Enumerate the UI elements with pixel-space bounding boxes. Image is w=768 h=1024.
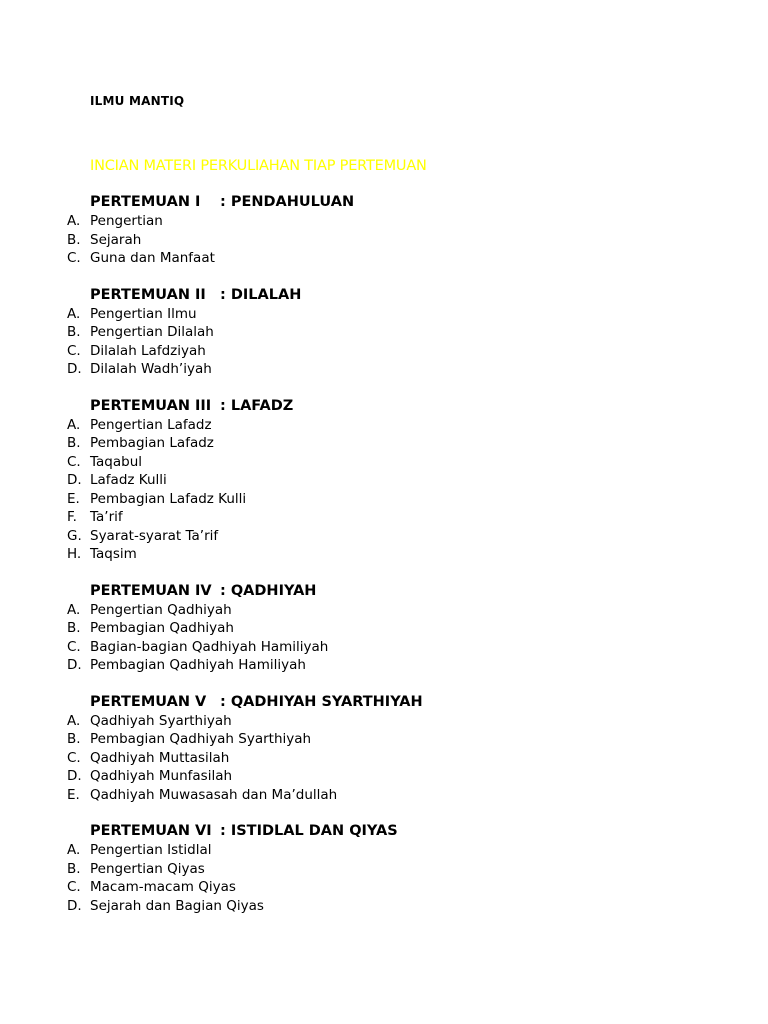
meeting-section bbox=[0, 398, 768, 565]
section-heading bbox=[0, 398, 768, 417]
meeting-section bbox=[0, 287, 768, 380]
list-item bbox=[0, 232, 768, 251]
section-heading bbox=[0, 583, 768, 602]
list-item-text: Ta’rif bbox=[90, 509, 123, 525]
list-item-text: Pembagian Qadhiyah bbox=[90, 620, 234, 636]
meeting-topic: : DILALAH bbox=[220, 286, 302, 303]
list-item-text: Dilalah Lafdziyah bbox=[90, 342, 206, 359]
list-item-text: Macam-macam Qiyas bbox=[90, 879, 236, 895]
list-item bbox=[0, 435, 768, 454]
list-item-text: Sejarah dan Bagian Qiyas bbox=[90, 897, 264, 914]
list-item-letter: A. bbox=[67, 601, 81, 618]
list-item bbox=[0, 213, 768, 232]
list-item bbox=[0, 417, 768, 436]
meeting-section bbox=[0, 694, 768, 806]
list-item-letter: C. bbox=[67, 342, 81, 359]
section-heading bbox=[0, 694, 768, 713]
list-item-text: Pengertian Ilmu bbox=[90, 305, 197, 322]
list-item-letter: A. bbox=[67, 416, 81, 433]
list-item-text: Pengertian Lafadz bbox=[90, 416, 212, 433]
list-item-text: Pengertian Istidlal bbox=[90, 842, 212, 858]
list-item bbox=[0, 750, 768, 769]
list-item-text: Pengertian Qadhiyah bbox=[90, 601, 232, 618]
meeting-topic: : QADHIYAH bbox=[220, 582, 317, 599]
list-item bbox=[0, 491, 768, 510]
list-item-letter: H. bbox=[67, 546, 82, 562]
list-item-letter: B. bbox=[67, 860, 81, 877]
list-item-letter: C. bbox=[67, 638, 81, 655]
section-heading bbox=[0, 287, 768, 306]
list-item-letter: A. bbox=[67, 842, 81, 858]
list-item-text: Taqsim bbox=[90, 546, 137, 562]
list-item bbox=[0, 842, 768, 861]
meeting-section bbox=[0, 823, 768, 916]
list-item-letter: D. bbox=[67, 472, 82, 488]
meeting-sections bbox=[0, 194, 768, 934]
list-item-letter: D. bbox=[67, 657, 82, 673]
list-item-text: Sejarah bbox=[90, 231, 142, 248]
list-item-letter: C. bbox=[67, 749, 81, 766]
list-item bbox=[0, 509, 768, 528]
meeting-label: PERTEMUAN IV bbox=[90, 582, 212, 599]
list-item bbox=[0, 528, 768, 547]
list-item-text: Qadhiyah Muttasilah bbox=[90, 749, 230, 766]
list-item bbox=[0, 657, 768, 676]
list-item-letter: B. bbox=[67, 620, 81, 636]
list-item-letter: D. bbox=[67, 361, 82, 377]
list-item bbox=[0, 361, 768, 380]
list-item-text: Pembagian Qadhiyah Hamiliyah bbox=[90, 657, 306, 673]
list-item bbox=[0, 898, 768, 917]
meeting-label: PERTEMUAN I bbox=[90, 194, 201, 210]
list-item bbox=[0, 343, 768, 362]
list-item-text: Guna dan Manfaat bbox=[90, 250, 215, 266]
list-item-letter: E. bbox=[67, 786, 80, 803]
list-item-letter: C. bbox=[67, 879, 81, 895]
list-item bbox=[0, 250, 768, 269]
list-item bbox=[0, 454, 768, 473]
list-item-letter: D. bbox=[67, 897, 82, 914]
list-item-text: Pengertian Qiyas bbox=[90, 860, 205, 877]
list-item-letter: D. bbox=[67, 768, 82, 784]
meeting-section bbox=[0, 583, 768, 676]
list-item bbox=[0, 768, 768, 787]
list-item-text: Pembagian Qadhiyah Syarthiyah bbox=[90, 731, 312, 747]
list-item bbox=[0, 324, 768, 343]
document-title: ILMU MANTIQ bbox=[90, 94, 185, 108]
list-item-letter: B. bbox=[67, 435, 81, 451]
list-item-letter: C. bbox=[67, 250, 81, 266]
section-heading bbox=[0, 194, 768, 213]
list-item-letter: A. bbox=[67, 712, 81, 729]
meeting-label: PERTEMUAN VI bbox=[90, 823, 212, 839]
list-item-letter: C. bbox=[67, 453, 81, 470]
list-item-letter: E. bbox=[67, 490, 80, 507]
list-item-text: Qadhiyah Syarthiyah bbox=[90, 712, 232, 729]
list-item bbox=[0, 879, 768, 898]
meeting-topic: : LAFADZ bbox=[220, 397, 294, 414]
meeting-section bbox=[0, 194, 768, 269]
list-item bbox=[0, 861, 768, 880]
list-item-letter: F. bbox=[67, 509, 77, 525]
list-item-text: Syarat-syarat Ta’rif bbox=[90, 527, 219, 544]
meeting-topic: : QADHIYAH SYARTHIYAH bbox=[220, 693, 423, 710]
section-heading bbox=[0, 823, 768, 842]
list-item bbox=[0, 731, 768, 750]
list-item-text: Bagian-bagian Qadhiyah Hamiliyah bbox=[90, 638, 329, 655]
list-item bbox=[0, 713, 768, 732]
list-item-letter: A. bbox=[67, 213, 81, 229]
list-item-text: Dilalah Wadh’iyah bbox=[90, 361, 212, 377]
meeting-label: PERTEMUAN III bbox=[90, 397, 212, 414]
list-item bbox=[0, 306, 768, 325]
list-item bbox=[0, 472, 768, 491]
list-item-text: Qadhiyah Muwasasah dan Ma’dullah bbox=[90, 786, 338, 803]
list-item bbox=[0, 639, 768, 658]
list-item bbox=[0, 787, 768, 806]
list-item-letter: A. bbox=[67, 305, 81, 322]
list-item-text: Pengertian Dilalah bbox=[90, 324, 214, 340]
meeting-topic: : PENDAHULUAN bbox=[220, 194, 355, 210]
list-item-letter: G. bbox=[67, 527, 82, 544]
list-item-text: Pembagian Lafadz Kulli bbox=[90, 490, 247, 507]
list-item-text: Pengertian bbox=[90, 213, 163, 229]
list-item bbox=[0, 620, 768, 639]
meeting-topic: : ISTIDLAL DAN QIYAS bbox=[220, 823, 398, 839]
list-item-text: Lafadz Kulli bbox=[90, 472, 167, 488]
list-item-text: Qadhiyah Munfasilah bbox=[90, 768, 233, 784]
list-item-text: Taqabul bbox=[90, 453, 143, 470]
list-item bbox=[0, 546, 768, 565]
list-item-letter: B. bbox=[67, 731, 81, 747]
list-item-letter: B. bbox=[67, 231, 81, 248]
document-subtitle: INCIAN MATERI PERKULIAHAN TIAP PERTEMUAN bbox=[90, 158, 427, 174]
meeting-label: PERTEMUAN II bbox=[90, 286, 206, 303]
list-item-letter: B. bbox=[67, 324, 81, 340]
list-item-text: Pembagian Lafadz bbox=[90, 435, 214, 451]
list-item bbox=[0, 602, 768, 621]
meeting-label: PERTEMUAN V bbox=[90, 693, 207, 710]
